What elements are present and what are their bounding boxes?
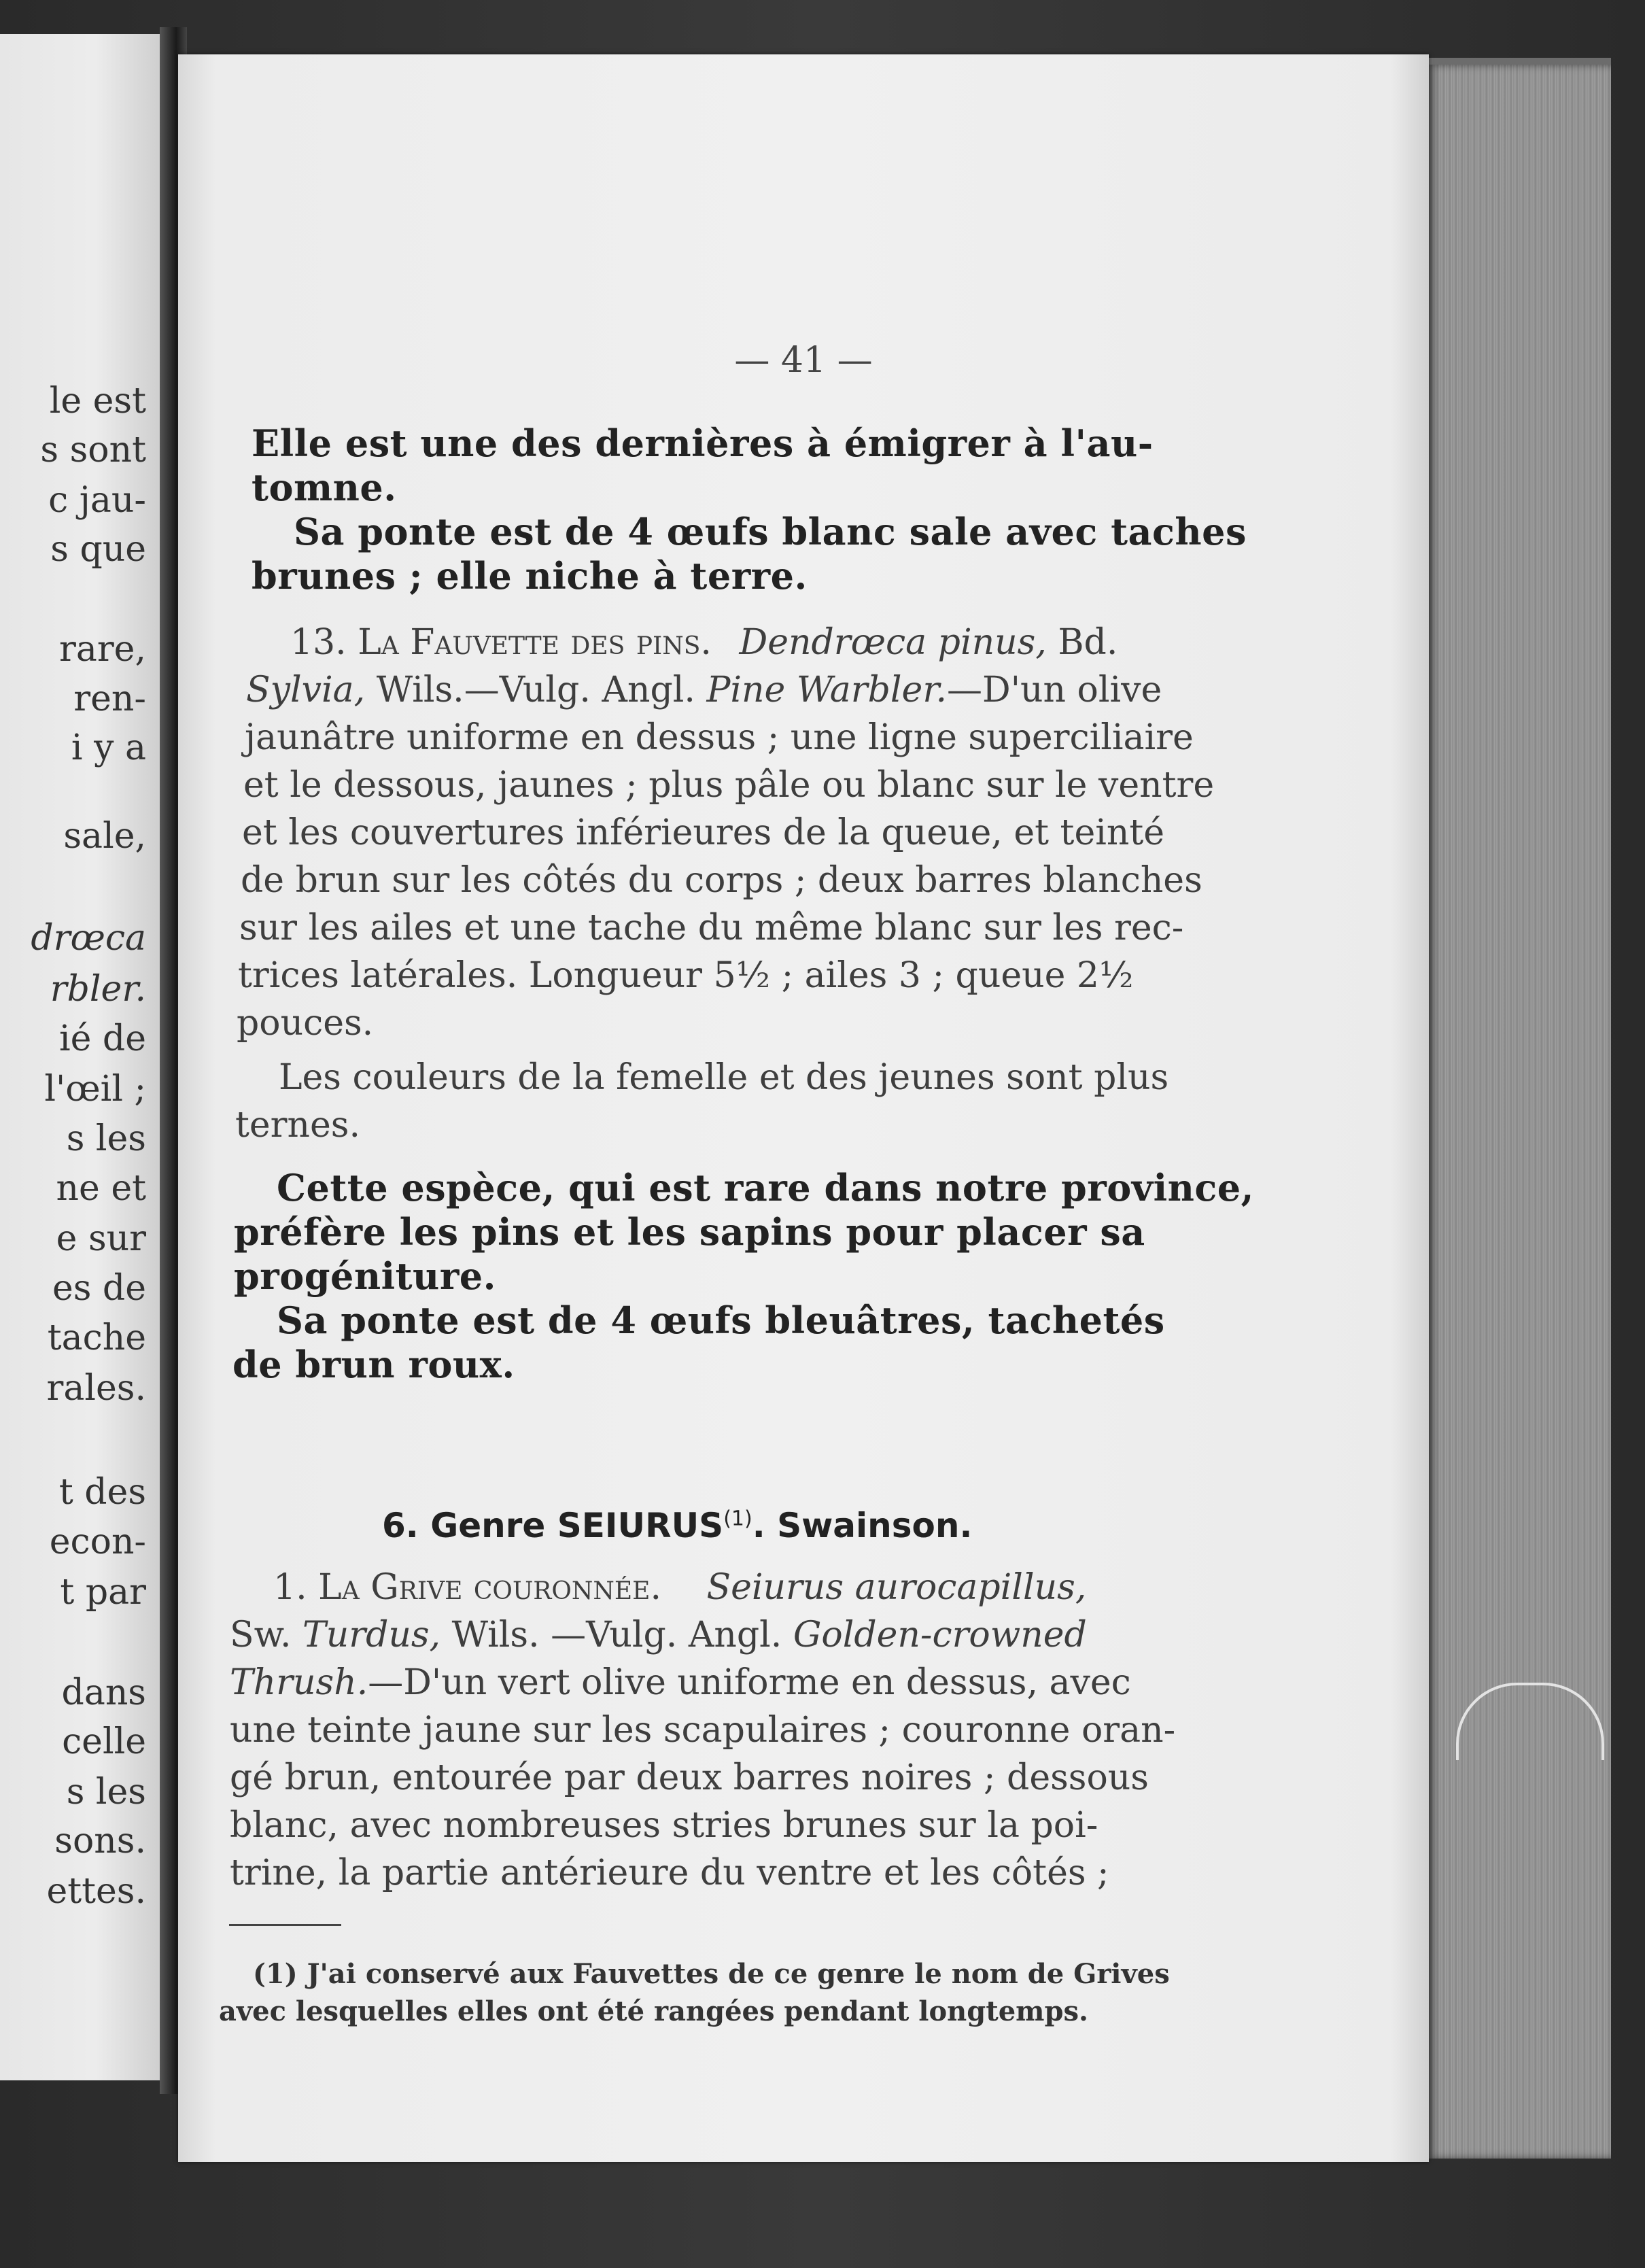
left-page-text-fragment: celle <box>62 1721 146 1762</box>
text-line: et les couvertures inférieures de la queue, et teinté <box>242 812 1165 853</box>
text-line: de brun sur les côtés du corps ; deux barres blanches <box>241 860 1202 901</box>
common-english-name: Thrush. <box>230 1662 368 1703</box>
left-page-text-fragment: rales. <box>46 1368 146 1409</box>
species-latin: Seiurus aurocapillus, <box>706 1567 1087 1608</box>
text-line: ternes. <box>235 1105 361 1146</box>
text-line: et le dessous, jaunes ; plus pâle ou blanc sur le ventre <box>243 765 1215 806</box>
page-block-edges <box>1427 65 1611 2159</box>
left-page-text-fragment: ettes. <box>46 1871 146 1912</box>
left-page-text-fragment: rbler. <box>50 969 146 1010</box>
footnote-line: avec lesquelles elles ont été rangées pendant longtemps. <box>219 1995 1088 2027</box>
footnote-line: (1) J'ai conservé aux Fauvettes de ce genre le nom de Grives <box>253 1958 1170 1990</box>
common-english-name: Golden-crowned <box>793 1615 1087 1655</box>
text-line: tomne. <box>252 466 397 509</box>
text-line: Les couleurs de la femelle et des jeunes sont plus <box>279 1057 1169 1098</box>
footnote-rule <box>229 1924 341 1926</box>
left-page-text-fragment: es de <box>52 1268 146 1309</box>
text-line: une teinte jaune sur les scapulaires ; couronne oran- <box>230 1710 1176 1751</box>
species-latin: Dendrœca pinus, <box>739 622 1047 663</box>
text-line: blanc, avec nombreuses stries brunes sur la poi- <box>230 1805 1098 1846</box>
page-number: — 41 — <box>734 340 873 381</box>
text-run: —D'un vert olive uniforme en dessus, avec <box>368 1662 1131 1703</box>
text-line: gé brun, entourée par deux barres noires ; dessous <box>230 1757 1149 1798</box>
text-line: Cette espèce, qui est rare dans notre province, <box>277 1166 1254 1209</box>
left-page-text-fragment: econ- <box>49 1522 146 1562</box>
species-name: La Grive couronnée. <box>318 1567 661 1608</box>
species-number: 1. <box>273 1567 319 1608</box>
left-page-text-fragment: drœca <box>31 918 146 959</box>
text-line: Sa ponte est de 4 œufs blanc sale avec taches <box>294 510 1247 553</box>
synonym-latin: Sylvia, <box>246 670 366 710</box>
species-name: La Fauvette des pins. <box>358 622 712 663</box>
footnote-reference: (1) <box>723 1507 752 1531</box>
text-line <box>246 670 1162 710</box>
left-page-text-fragment: t des <box>58 1472 146 1513</box>
left-page-text-fragment: i y a <box>71 727 146 768</box>
left-page-text-fragment: s les <box>66 1118 146 1159</box>
left-page-text-fragment: ren- <box>73 678 146 719</box>
text-line: trices latérales. Longueur 5½ ; ailes 3 ; queue 2½ <box>238 955 1134 996</box>
text-line: préfère les pins et les sapins pour placer sa <box>234 1210 1145 1254</box>
genre-heading-author: . Swainson. <box>752 1506 973 1545</box>
text-line: sur les ailes et une tache du même blanc sur les rec- <box>239 908 1184 948</box>
text-line: Sa ponte est de 4 œufs bleuâtres, tachetés <box>277 1299 1165 1342</box>
text-run: —D'un olive <box>947 670 1162 710</box>
left-facing-page <box>0 34 160 2080</box>
left-page-text-fragment: ne et <box>56 1168 146 1209</box>
species-entry-title <box>290 622 1118 663</box>
genre-heading-main: 6. Genre SEIURUS <box>382 1506 724 1545</box>
synonym-authority: Wils. —Vulg. Angl. <box>440 1615 793 1655</box>
left-page-text-fragment: dans <box>61 1672 146 1713</box>
left-page-text-fragment: l'œil ; <box>44 1069 146 1110</box>
left-page-text-fragment: e sur <box>56 1218 146 1259</box>
left-page-text-fragment: sale, <box>63 816 146 857</box>
left-page-text-fragment: s les <box>66 1772 146 1812</box>
left-page-text-fragment: sons. <box>54 1821 146 1861</box>
left-page-text-fragment: c jau- <box>48 480 146 521</box>
left-page-text-fragment: tache <box>47 1318 146 1358</box>
synonym-authority: Wils.—Vulg. Angl. <box>365 670 707 710</box>
left-page-text-fragment: t par <box>60 1572 146 1613</box>
text-line: progéniture. <box>234 1254 496 1298</box>
text-line: pouces. <box>237 1003 374 1044</box>
species-entry-title <box>273 1567 1086 1608</box>
text-line: brunes ; elle niche à terre. <box>252 554 808 598</box>
left-page-text-fragment: s sont <box>40 430 146 470</box>
genre-heading <box>382 1506 972 1545</box>
species-authority: Bd. <box>1046 622 1118 663</box>
left-page-text-fragment: le est <box>49 381 146 422</box>
synonym-latin: Turdus, <box>302 1615 441 1655</box>
left-page-text-fragment: s que <box>50 529 146 570</box>
text-line <box>230 1662 1131 1703</box>
left-page-text-fragment: ié de <box>59 1018 146 1059</box>
text-line: de brun roux. <box>232 1343 515 1386</box>
common-english-name: Pine Warbler. <box>706 670 948 710</box>
text-line: Elle est une des dernières à émigrer à l'au- <box>252 422 1154 465</box>
text-line: jaunâtre uniforme en dessus ; une ligne superciliaire <box>245 717 1194 758</box>
text-run: Sw. <box>230 1615 303 1655</box>
right-page <box>178 54 1429 2162</box>
species-number: 13. <box>290 622 358 663</box>
text-line: trine, la partie antérieure du ventre et les côtés ; <box>230 1853 1109 1893</box>
text-line <box>230 1615 1087 1655</box>
left-page-text-fragment: rare, <box>58 629 146 670</box>
